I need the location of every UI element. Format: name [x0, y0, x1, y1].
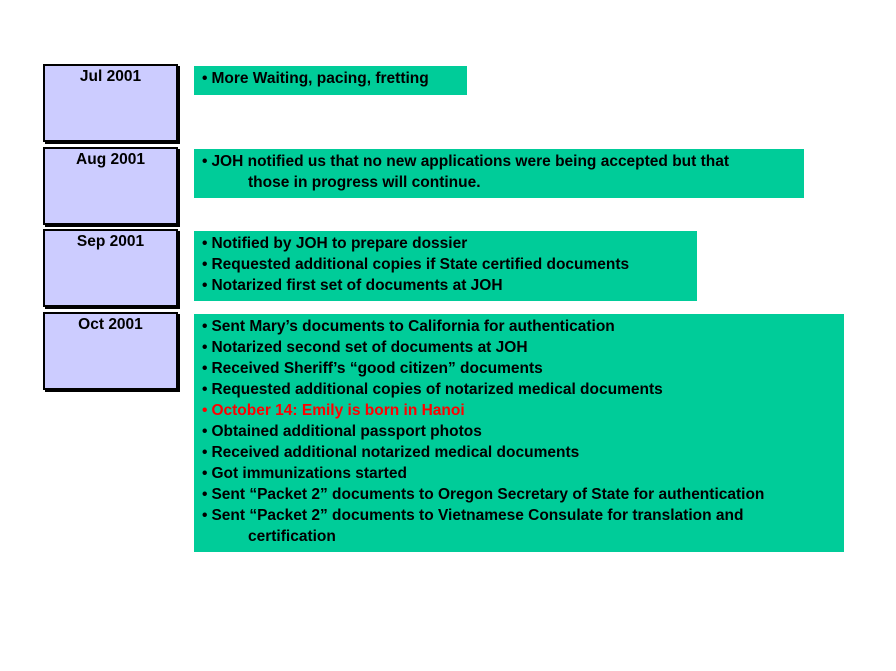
item-text: Requested additional copies of notarized medical documents — [211, 381, 663, 398]
date-box-aug-2001 — [43, 147, 178, 225]
date-box-jul-2001 — [43, 64, 178, 142]
list-item: • Obtained additional passport photos — [202, 423, 482, 440]
date-label: Jul 2001 — [79, 68, 142, 85]
list-item: • Notarized second set of documents at JOH — [202, 339, 528, 356]
date-label: Oct 2001 — [78, 316, 143, 333]
list-item: • Received Sheriff’s “good citizen” documents — [202, 360, 543, 377]
list-item: • More Waiting, pacing, fretting — [202, 70, 429, 87]
list-item-highlight: • October 14: Emily is born in Hanoi — [202, 402, 465, 419]
list-item: • JOH notified us that no new applications were being accepted but that — [202, 153, 730, 170]
list-item: • Sent “Packet 2” documents to Vietnamese Consulate for translation and — [202, 507, 744, 524]
content-box-sep-2001 — [194, 231, 697, 301]
item-text: Requested additional copies if State certified documents — [211, 256, 630, 273]
list-item: • Requested additional copies if State certified documents — [202, 256, 630, 273]
date-box-sep-2001 — [43, 229, 178, 307]
item-text: JOH notified us that no new applications were being accepted but that — [211, 153, 730, 170]
date-label: Sep 2001 — [76, 233, 145, 250]
list-item: • Notified by JOH to prepare dossier — [202, 235, 468, 252]
item-text: Sent “Packet 2” documents to Vietnamese Consulate for translation and — [211, 507, 744, 524]
item-text: Received additional notarized medical documents — [211, 444, 580, 461]
item-text: Sent “Packet 2” documents to Oregon Secretary of State for authentication — [211, 486, 765, 503]
item-text: Notarized second set of documents at JOH — [211, 339, 528, 356]
item-text-highlight: October 14: Emily is born in Hanoi — [211, 402, 465, 419]
date-box-oct-2001 — [43, 312, 178, 390]
list-item: • Sent Mary’s documents to California for authentication — [202, 318, 615, 335]
item-text: Got immunizations started — [211, 465, 407, 482]
list-item: • Requested additional copies of notarized medical documents — [202, 381, 663, 398]
item-text: Received Sheriff’s “good citizen” documents — [211, 360, 543, 377]
list-item: • Sent “Packet 2” documents to Oregon Secretary of State for authentication — [202, 486, 765, 503]
item-continuation: those in progress will continue. — [248, 174, 481, 191]
item-text: More Waiting, pacing, fretting — [211, 70, 429, 87]
list-item: • Got immunizations started — [202, 465, 407, 482]
date-label: Aug 2001 — [76, 151, 145, 168]
content-box-aug-2001 — [194, 149, 804, 198]
content-box-oct-2001 — [194, 314, 844, 552]
item-text: Obtained additional passport photos — [211, 423, 482, 440]
item-text: Sent Mary’s documents to California for authentication — [211, 318, 615, 335]
content-box-jul-2001 — [194, 66, 467, 95]
list-item: • Received additional notarized medical documents — [202, 444, 580, 461]
list-item: • Notarized first set of documents at JOH — [202, 277, 503, 294]
item-continuation: certification — [248, 528, 336, 545]
item-text: Notified by JOH to prepare dossier — [211, 235, 468, 252]
item-text: Notarized first set of documents at JOH — [211, 277, 503, 294]
